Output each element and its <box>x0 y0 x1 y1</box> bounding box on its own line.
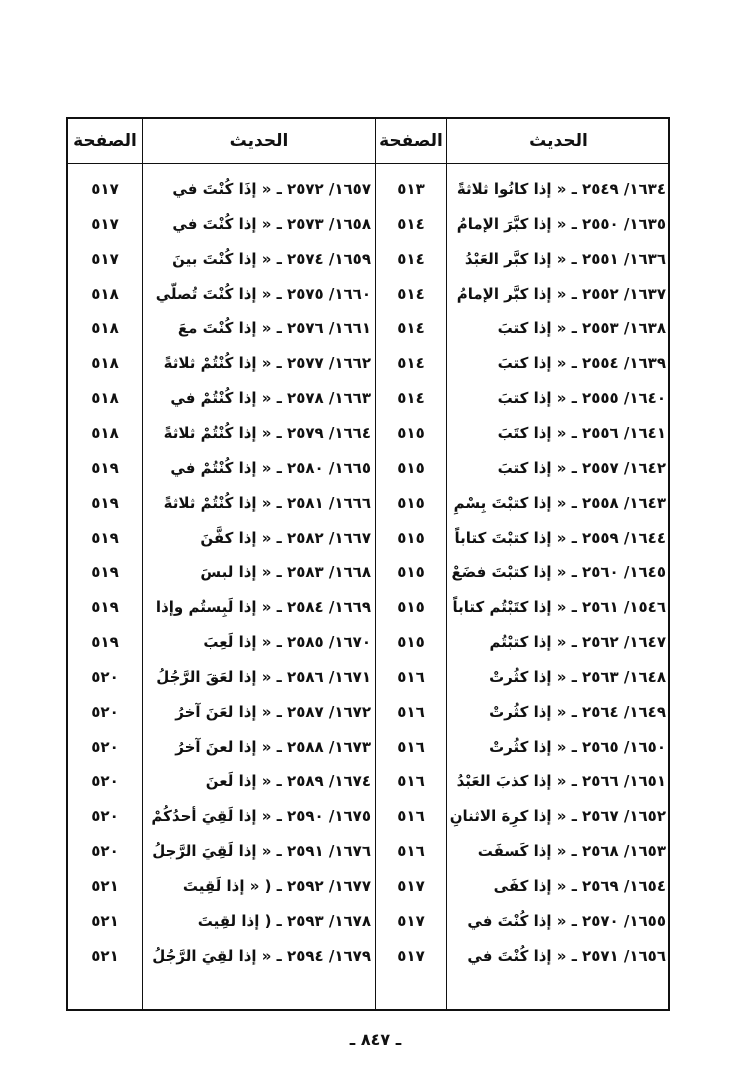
column-divider <box>446 119 447 1009</box>
header-hadith-left: الحديث <box>229 131 289 151</box>
page-ref: ٥١٥ <box>397 598 425 616</box>
hadith-entry: ١٦٦٨/ ٢٥٨٣ ـ « إذا لبسَ <box>200 563 371 581</box>
page-ref: ٥١٧ <box>397 947 425 965</box>
hadith-entry: ١٦٣٧/ ٢٥٥٢ ـ « إذا كبَّر الإمامُ <box>456 285 666 303</box>
header-divider <box>68 163 668 164</box>
hadith-entry: ١٦٣٥/ ٢٥٥٠ ـ « إذا كبَّرَ الإمامُ <box>456 215 666 233</box>
page-ref: ٥١٤ <box>397 285 425 303</box>
hadith-entry: ١٦٦٩/ ٢٥٨٤ ـ « إذا لَبِستُم وإذا <box>155 598 371 616</box>
hadith-entry: ١٦٤٤/ ٢٥٥٩ ـ « إذا كتبْتَ كتاباً <box>454 529 666 547</box>
hadith-entry: ١٦٤٢/ ٢٥٥٧ ـ « إذا كتبَ <box>497 459 666 477</box>
page-ref: ٥١٤ <box>397 250 425 268</box>
hadith-entry: ١٦٣٩/ ٢٥٥٤ ـ « إذا كتبَ <box>497 354 666 372</box>
hadith-entry: ١٦٥٦/ ٢٥٧١ ـ « إذا كُنْتَ في <box>467 947 666 965</box>
page-ref: ٥١٩ <box>91 633 119 651</box>
page-ref: ٥١٧ <box>397 912 425 930</box>
hadith-entry: ١٦٧١/ ٢٥٨٦ ـ « إذا لعَقَ الرَّجُلُ <box>156 668 371 686</box>
page-ref: ٥١٦ <box>397 842 425 860</box>
hadith-entry: ١٦٦٣/ ٢٥٧٨ ـ « إذا كُنْتُمْ في <box>170 389 371 407</box>
page-ref: ٥١٣ <box>397 180 425 198</box>
page-ref: ٥١٦ <box>397 807 425 825</box>
hadith-entry: ١٦٥٨/ ٢٥٧٣ ـ « إذا كُنْتَ في <box>172 215 371 233</box>
page-ref: ٥١٧ <box>91 250 119 268</box>
page-ref: ٥٢١ <box>91 877 119 895</box>
page-ref: ٥١٥ <box>397 424 425 442</box>
page-ref: ٥١٧ <box>91 180 119 198</box>
hadith-entry: ١٦٧٠/ ٢٥٨٥ ـ « إذا لَعِبَ <box>203 633 371 651</box>
page-ref: ٥١٨ <box>91 354 119 372</box>
hadith-entry: ١٦٤٨/ ٢٥٦٣ ـ « إذا كثُرتْ <box>489 668 666 686</box>
hadith-entry: ١٦٧٤/ ٢٥٨٩ ـ « إذا لَعنَ <box>205 772 371 790</box>
page-ref: ٥١٤ <box>397 389 425 407</box>
hadith-entry: ١٦٣٨/ ٢٥٥٣ ـ « إذا كتبَ <box>497 319 666 337</box>
page-ref: ٥١٦ <box>397 668 425 686</box>
page-ref: ٥٢٠ <box>91 807 119 825</box>
hadith-entry: ١٦٣٦/ ٢٥٥١ ـ « إذا كبَّر العَبْدُ <box>464 250 666 268</box>
page-ref: ٥١٩ <box>91 598 119 616</box>
hadith-entry: ١٦٧٨/ ٢٥٩٣ ـ ( إذا لقِيتَ <box>197 912 371 930</box>
page-number: ـ ٨٤٧ ـ <box>349 1030 402 1049</box>
hadith-entry: ١٦٦٢/ ٢٥٧٧ ـ « إذا كُنْتُمْ ثلاثةً <box>163 354 371 372</box>
hadith-entry: ١٦٧٩/ ٢٥٩٤ ـ « إذا لقِيَ الرَّجُلُ <box>152 947 371 965</box>
hadith-entry: ١٦٧٣/ ٢٥٨٨ ـ « إذا لعنَ آخرُ <box>175 738 371 756</box>
page-ref: ٥١٨ <box>91 424 119 442</box>
header-page-left: الصفحة <box>73 131 137 151</box>
hadith-entry: ١٦٥٧/ ٢٥٧٢ ـ « إذَا كُنْتَ في <box>172 180 371 198</box>
page-ref: ٥١٩ <box>91 494 119 512</box>
hadith-entry: ١٦٥٥/ ٢٥٧٠ ـ « إذا كُنْتَ في <box>467 912 666 930</box>
page-ref: ٥١٥ <box>397 633 425 651</box>
hadith-entry: ١٦٤٧/ ٢٥٦٢ ـ « إذا كتبْتُم <box>489 633 666 651</box>
column-divider <box>142 119 143 1009</box>
page-ref: ٥١٧ <box>397 877 425 895</box>
hadith-entry: ١٦٦٧/ ٢٥٨٢ ـ « إذا كفَّنَ <box>200 529 371 547</box>
page-ref: ٥١٩ <box>91 529 119 547</box>
hadith-entry: ١٦٥٣/ ٢٥٦٨ ـ « إذا كَسفَت <box>477 842 666 860</box>
hadith-entry: ١٦٥٩/ ٢٥٧٤ ـ « إذا كُنْتَ بينَ <box>172 250 371 268</box>
page-ref: ٥١٩ <box>91 459 119 477</box>
hadith-entry: ١٦٦٦/ ٢٥٨١ ـ « إذا كُنْتُمْ ثلاثةً <box>163 494 371 512</box>
hadith-entry: ١٦٥٤/ ٢٥٦٩ ـ « إذا كفَى <box>493 877 666 895</box>
hadith-entry: ١٦٤٠/ ٢٥٥٥ ـ « إذا كتبَ <box>497 389 666 407</box>
page-ref: ٥١٥ <box>397 563 425 581</box>
page-ref: ٥٢٠ <box>91 703 119 721</box>
hadith-entry: ١٦٧٦/ ٢٥٩١ ـ « إذا لَقِيَ الرَّجلُ <box>152 842 371 860</box>
page-ref: ٥٢٠ <box>91 738 119 756</box>
index-table <box>66 117 670 1011</box>
hadith-entry: ١٦٤٣/ ٢٥٥٨ ـ « إذا كتبْتَ بِسْمِ <box>453 494 666 512</box>
page-ref: ٥١٤ <box>397 319 425 337</box>
page-ref: ٥١٦ <box>397 738 425 756</box>
hadith-entry: ١٥٤٦/ ٢٥٦١ ـ « إذا كتَبْتُم كتاباً <box>452 598 666 616</box>
hadith-entry: ١٦٥١/ ٢٥٦٦ ـ « إذا كذبَ العَبْدُ <box>456 772 666 790</box>
hadith-entry: ١٦٦٠/ ٢٥٧٥ ـ « إذا كُنْتَ تُصلّي <box>155 285 371 303</box>
hadith-entry: ١٦٤١/ ٢٥٥٦ ـ « إذا كتَبَ <box>497 424 666 442</box>
page-ref: ٥٢١ <box>91 947 119 965</box>
page-ref: ٥١٧ <box>91 215 119 233</box>
hadith-entry: ١٦٦١/ ٢٥٧٦ ـ « إذا كُنْتَ معَ <box>177 319 371 337</box>
hadith-entry: ١٦٥٠/ ٢٥٦٥ ـ « إذا كثُرتْ <box>489 738 666 756</box>
page-ref: ٥٢١ <box>91 912 119 930</box>
hadith-entry: ١٦٧٧/ ٢٥٩٢ ـ ( « إذا لَقِيتَ <box>182 877 371 895</box>
hadith-entry: ١٦٤٥/ ٢٥٦٠ ـ « إذا كتبْتَ فضَعْ <box>451 563 666 581</box>
hadith-entry: ١٦٤٩/ ٢٥٦٤ ـ « إذا كثُرتْ <box>489 703 666 721</box>
header-hadith-right: الحديث <box>529 131 588 151</box>
page-ref: ٥١٨ <box>91 389 119 407</box>
page-ref: ٥١٨ <box>91 319 119 337</box>
hadith-entry: ١٦٦٤/ ٢٥٧٩ ـ « إذا كُنْتُمْ ثلاثةً <box>163 424 371 442</box>
hadith-entry: ١٦٧٥/ ٢٥٩٠ ـ « إذا لَقِيَ أحدُكُمْ <box>151 807 371 825</box>
page-ref: ٥١٩ <box>91 563 119 581</box>
page-ref: ٥١٥ <box>397 494 425 512</box>
page-ref: ٥١٤ <box>397 215 425 233</box>
page-ref: ٥٢٠ <box>91 668 119 686</box>
page-ref: ٥١٨ <box>91 285 119 303</box>
page-ref: ٥٢٠ <box>91 772 119 790</box>
hadith-entry: ١٦٥٢/ ٢٥٦٧ ـ « إذا كرِهَ الاثنانِ <box>450 807 666 825</box>
page-ref: ٥٢٠ <box>91 842 119 860</box>
page-ref: ٥١٥ <box>397 459 425 477</box>
hadith-entry: ١٦٦٥/ ٢٥٨٠ ـ « إذا كُنْتُمْ في <box>170 459 371 477</box>
page-ref: ٥١٥ <box>397 529 425 547</box>
header-page-right: الصفحة <box>379 131 443 151</box>
hadith-entry: ١٦٣٤/ ٢٥٤٩ ـ « إذا كانُوا ثلاثةً <box>456 180 666 198</box>
hadith-entry: ١٦٧٢/ ٢٥٨٧ ـ « إذا لعَنَ آخرُ <box>175 703 371 721</box>
page-ref: ٥١٤ <box>397 354 425 372</box>
page-ref: ٥١٦ <box>397 703 425 721</box>
page-ref: ٥١٦ <box>397 772 425 790</box>
